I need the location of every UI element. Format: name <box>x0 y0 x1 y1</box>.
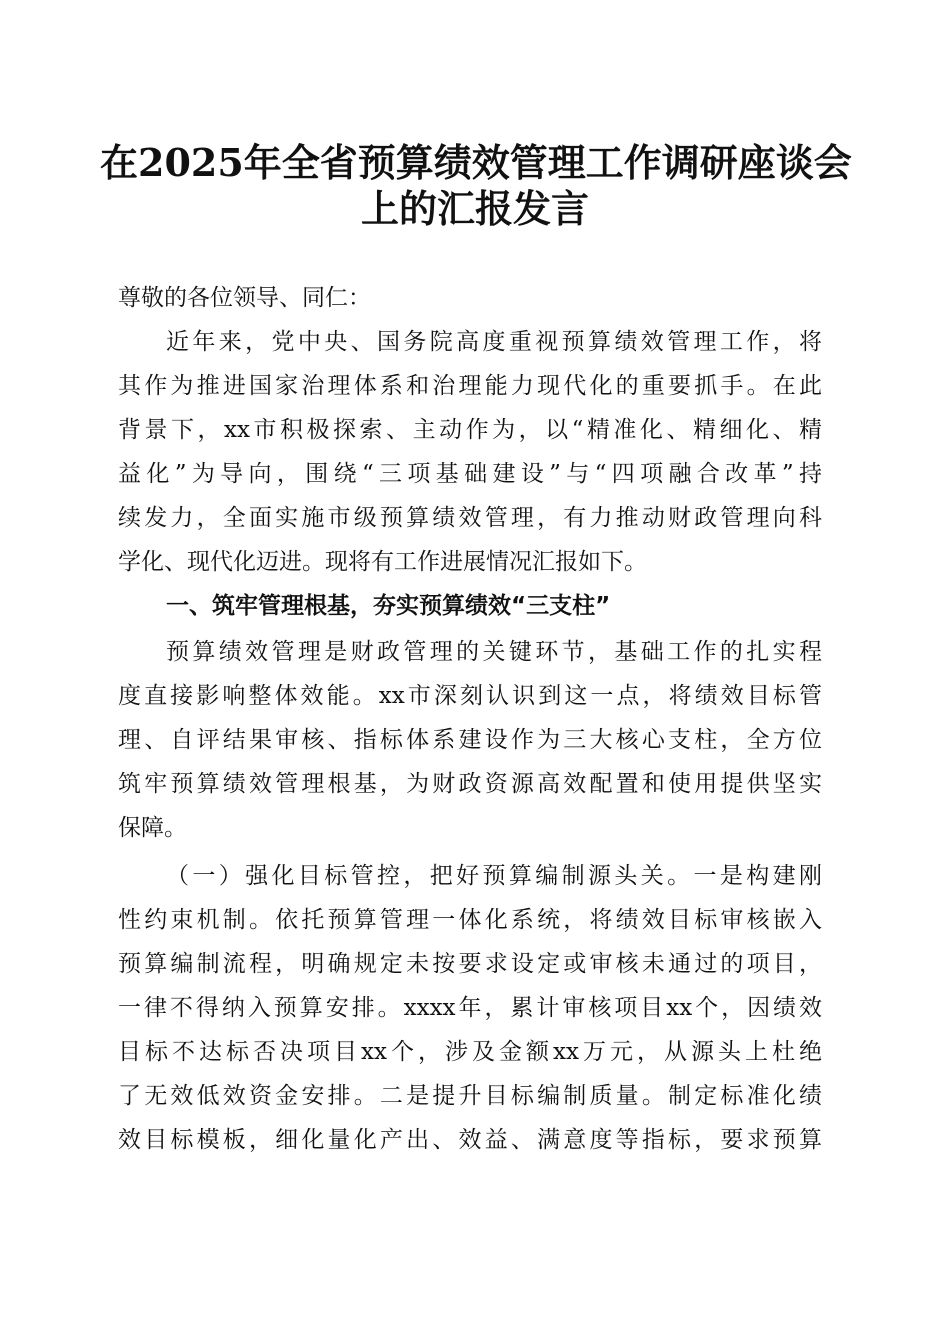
intro-paragraph-line: 益化”为导向，围绕“三项基础建设”与“四项融合改革”持 <box>118 461 822 487</box>
intro-paragraph-line: 学化、现代化迈进。现将有工作进展情况汇报如下。 <box>118 549 647 575</box>
subsection-paragraph-line: 了无效低效资金安排。二是提升目标编制质量。制定标准化绩 <box>118 1083 822 1109</box>
section-heading: 一、筑牢管理根基，夯实预算绩效“三支柱” <box>166 593 611 619</box>
intro-paragraph-line: 背景下，xx市积极探索、主动作为，以“精准化、精细化、精 <box>118 417 822 443</box>
subsection-paragraph-line: 预算编制流程，明确规定未按要求设定或审核未通过的项目， <box>118 951 822 977</box>
section-paragraph-line: 保障。 <box>118 815 187 841</box>
document-title-line-2: 上的汇报发言 <box>360 186 589 231</box>
section-paragraph-line: 理、自评结果审核、指标体系建设作为三大核心支柱，全方位 <box>118 727 822 753</box>
intro-paragraph-line: 近年来，党中央、国务院高度重视预算绩效管理工作，将 <box>166 329 822 355</box>
section-paragraph-line: 筑牢预算绩效管理根基，为财政资源高效配置和使用提供坚实 <box>118 771 822 797</box>
section-paragraph-line: 预算绩效管理是财政管理的关键环节，基础工作的扎实程 <box>166 639 822 665</box>
salutation: 尊敬的各位领导、同仁： <box>118 285 371 311</box>
section-paragraph-line: 度直接影响整体效能。xx市深刻认识到这一点，将绩效目标管 <box>118 683 822 709</box>
intro-paragraph-line: 续发力，全面实施市级预算绩效管理，有力推动财政管理向科 <box>118 505 822 531</box>
intro-paragraph-line: 其作为推进国家治理体系和治理能力现代化的重要抓手。在此 <box>118 373 822 399</box>
subsection-paragraph-line: 效目标模板，细化量化产出、效益、满意度等指标，要求预算 <box>118 1127 822 1153</box>
subsection-paragraph-line: 目标不达标否决项目xx个，涉及金额xx万元，从源头上杜绝 <box>118 1039 822 1065</box>
subsection-paragraph-line: 一律不得纳入预算安排。xxxx年，累计审核项目xx个，因绩效 <box>118 995 822 1021</box>
subsection-paragraph-line: 性约束机制。依托预算管理一体化系统，将绩效目标审核嵌入 <box>118 907 822 933</box>
subsection-paragraph-line: （一）强化目标管控，把好预算编制源头关。一是构建刚 <box>166 863 822 889</box>
document-title-line-1: 在2025年全省预算绩效管理工作调研座谈会 <box>100 140 852 185</box>
